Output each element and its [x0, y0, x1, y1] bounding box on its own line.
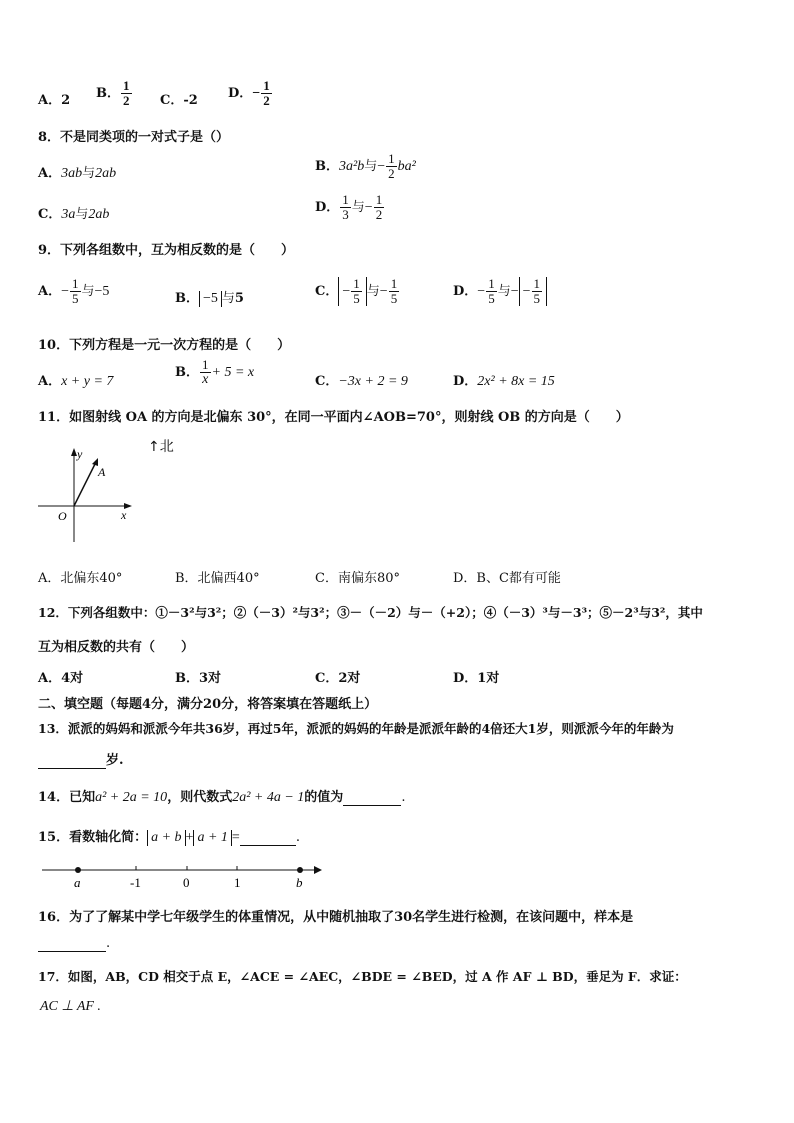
point-b-dot	[297, 867, 303, 873]
axis-x-label: x	[121, 508, 127, 522]
q9-option-a: A．− $\frac{1}{5}$ 与−5	[38, 276, 110, 306]
q9-stem: 9．下列各组数中，互为相反数的是（ ）	[38, 243, 295, 258]
tick-label-b: b	[296, 875, 303, 890]
fraction: $\frac{1}{2}$	[123, 78, 130, 108]
q13-stem: 13．派派的妈妈和派派今年共36岁，再过5年，派派的妈妈的年龄是派派年龄的4倍还大1岁，则派派今年的年龄为	[38, 721, 674, 736]
coordinate-diagram	[34, 446, 144, 546]
q14-stem: 14．已知a² + 2a = 10，则代数式2a² + 4a − 1的值为 .	[38, 790, 406, 805]
answer-blank[interactable]	[38, 936, 106, 952]
q7-option-b-label: B．	[96, 86, 120, 101]
q7-option-d-label: D．	[228, 86, 253, 101]
q12-option-c: C．2对	[315, 671, 361, 686]
q11-option-c: C．南偏东80°	[315, 571, 400, 586]
answer-blank[interactable]	[38, 753, 106, 769]
q9-option-d: D．− $\frac{1}{5}$ 与− − $\frac{1}{5}$	[453, 277, 547, 306]
q17-stem-line1: 17．如图，AB，CD 相交于点 E，∠ACE = ∠AEC，∠BDE = ∠BED，过 A 作 AF ⊥ BD，垂足为 F．求证：	[38, 969, 687, 984]
q8-option-d: D． $\frac{1}{3}$ 与− $\frac{1}{2}$	[315, 192, 383, 222]
minus-sign: −	[252, 86, 261, 101]
q11-option-d: D．B、C都有可能	[453, 571, 561, 586]
q7-option-a: A．2	[38, 93, 71, 108]
q7-option-d	[228, 79, 273, 108]
q7-option-b	[96, 79, 133, 108]
q12-option-a: A．4对	[38, 671, 84, 686]
arrow-up-icon: ↑	[148, 439, 160, 455]
q10-option-d: D．2x² + 8x = 15	[453, 374, 555, 389]
q7-option-c: C．-2	[160, 93, 198, 108]
q15-stem: 15．看数轴化简： a + b + a + 1 = .	[38, 829, 300, 845]
answer-blank[interactable]	[240, 830, 296, 846]
q8-option-a: A．3ab与2ab	[38, 166, 117, 181]
axis-y-label: y	[77, 447, 83, 461]
q10-stem: 10．下列方程是一元一次方程的是（ ）	[38, 338, 291, 353]
q9-option-c: C． − $\frac{1}{5}$ 与− $\frac{1}{5}$	[315, 276, 398, 306]
q8-option-c: C．3a与2ab	[38, 207, 110, 222]
q11-stem: 11．如图射线 OA 的方向是北偏东 30°，在同一平面内∠AOB=70°，则射线 OB 的方向是（ ）	[38, 410, 629, 425]
q12-stem-line2: 互为相反数的共有（ ）	[38, 640, 195, 655]
origin-label: O	[58, 509, 67, 523]
tick-label-neg1: -1	[130, 875, 141, 890]
north-indicator: ↑北	[148, 439, 174, 455]
q12-option-b: B．3对	[175, 671, 222, 686]
number-line	[38, 858, 328, 894]
tick-label-0: 0	[183, 875, 190, 890]
q13-answer-line: 岁.	[38, 749, 124, 769]
q16-stem: 16．为了了解某中学七年级学生的体重情况，从中随机抽取了30名学生进行检测，在该问题中，样本是	[38, 910, 634, 925]
q10-option-b: B． $\frac{1}{x}$ + 5 = x	[175, 357, 255, 387]
absolute-value: −5	[199, 291, 222, 307]
q8-option-b: B．3a²b与− $\frac{1}{2}$ ba²	[315, 151, 416, 181]
q12-option-d: D．1对	[453, 671, 500, 686]
q10-option-c: C．−3x + 2 = 9	[315, 374, 408, 389]
q12-stem-line1: 12．下列各组数中：①－3²与3²；②（－3）²与3²；③－（－2）与－（+2）；④（－3）³与－3³；⑤－2³与3²，其中	[38, 605, 703, 620]
q11-option-b: B．北偏西40°	[175, 571, 260, 586]
q11-option-a: A．北偏东40°	[38, 571, 123, 586]
point-a-label: A	[98, 465, 106, 479]
fraction: $\frac{1}{2}$	[263, 78, 270, 108]
point-a-dot	[75, 867, 81, 873]
tick-label-1: 1	[234, 875, 241, 890]
q10-option-a: A．x + y = 7	[38, 374, 114, 389]
q17-stem-line2: AC ⊥ AF .	[40, 999, 101, 1014]
answer-blank[interactable]	[343, 790, 401, 806]
q8-stem: 8．不是同类项的一对式子是（）	[38, 130, 230, 145]
section-heading: 二、填空题（每题4分，满分20分，将答案填在答题纸上）	[38, 697, 378, 712]
tick-label-a: a	[74, 875, 81, 890]
q9-option-b: B． −5 与5	[175, 290, 244, 306]
q16-answer-line: .	[38, 936, 110, 952]
